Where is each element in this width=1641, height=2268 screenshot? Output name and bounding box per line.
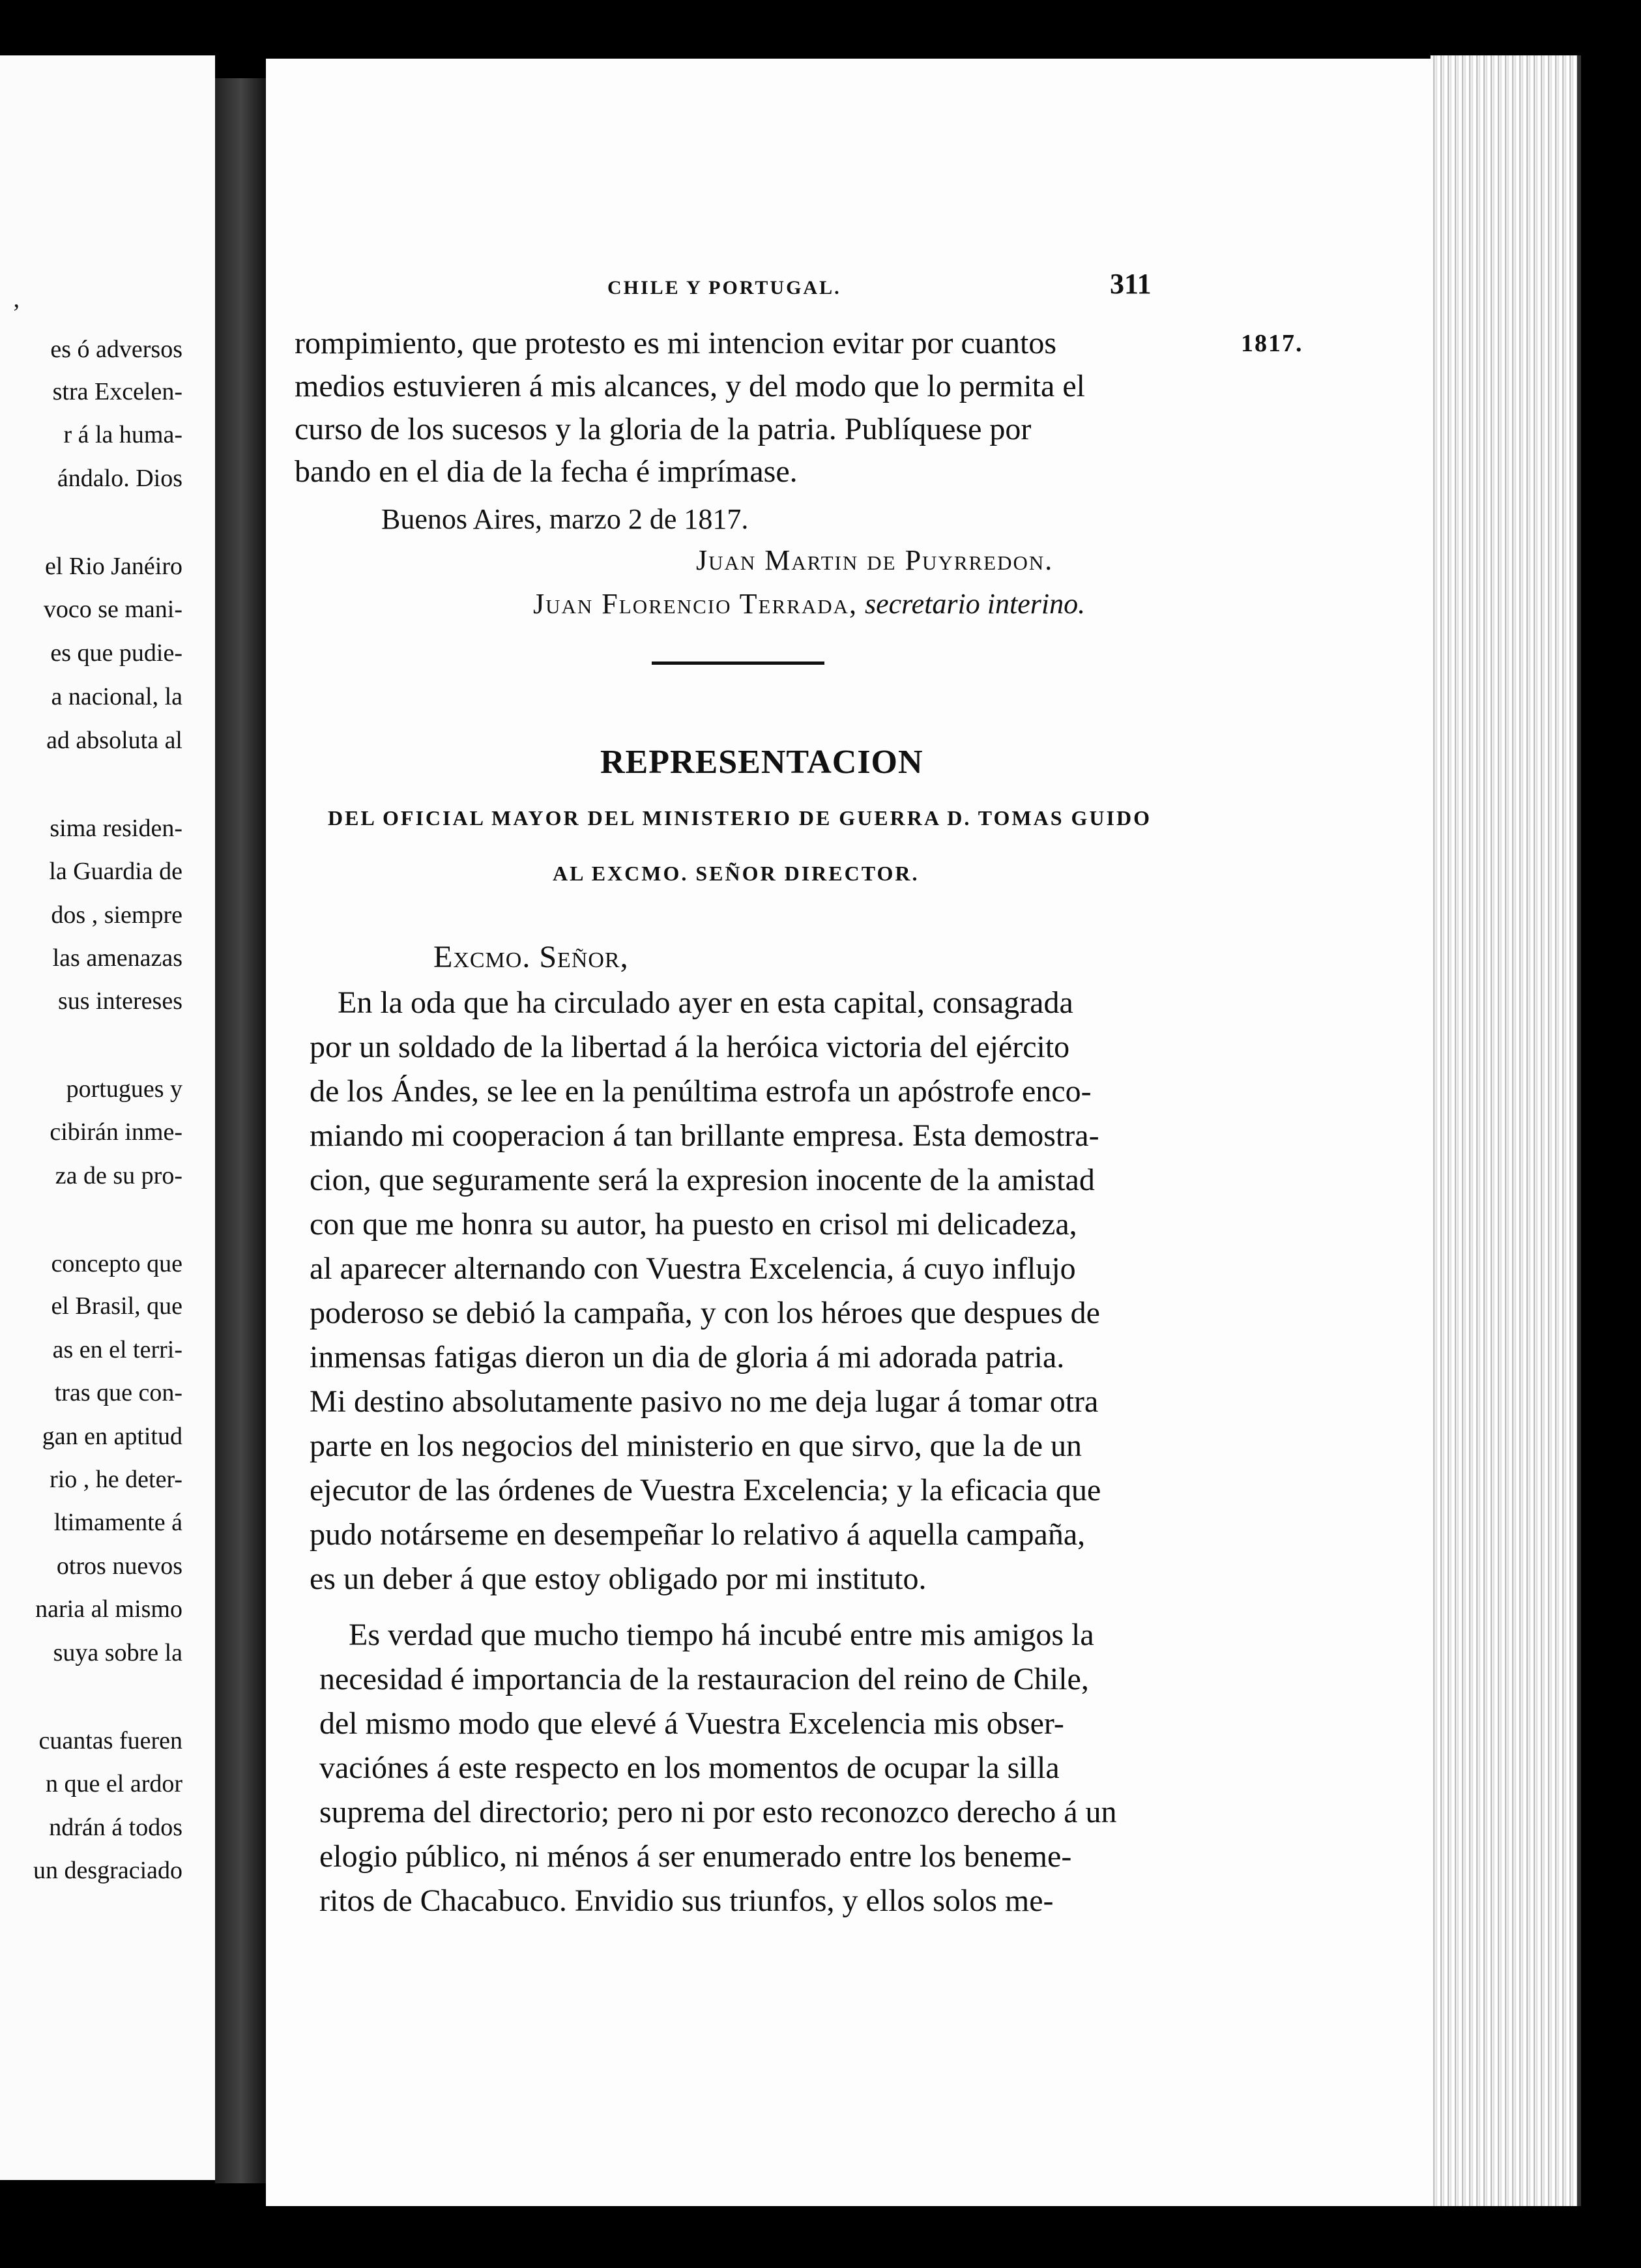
book-gutter — [215, 78, 267, 2183]
decree-line: rompimiento, que protesto es mi intencion evitar por cuantos — [295, 326, 1057, 360]
left-line: ndrán á todos — [49, 1814, 182, 1841]
left-line: un desgraciado — [33, 1857, 182, 1884]
paragraph-line: es un deber á que estoy obligado por mi instituto. — [310, 1562, 927, 1596]
left-line: , — [13, 285, 20, 313]
left-line: as en el terri- — [52, 1336, 182, 1363]
paragraph-line: pudo notárseme en desempeñar lo relativo á aquella campaña, — [310, 1517, 1086, 1552]
section-title: REPRESENTACION — [600, 744, 923, 781]
left-line: el Rio Janéiro — [44, 553, 182, 580]
paragraph-line: suprema del directorio; pero ni por esto reconozco derecho á un — [319, 1795, 1117, 1829]
paragraph-line: ejecutor de las órdenes de Vuestra Excelencia; y la eficacia que — [310, 1473, 1101, 1507]
decree-line: medios estuvieren á mis alcances, y del modo que lo permita el — [295, 369, 1085, 403]
paragraph-line: En la oda que ha circulado ayer en esta capital, consagrada — [338, 985, 1073, 1020]
left-line: cuantas fueren — [38, 1727, 182, 1754]
left-line: cibirán inme- — [50, 1118, 182, 1146]
signature-role: secretario interino. — [865, 588, 1086, 620]
section-subtitle: DEL OFICIAL MAYOR DEL MINISTERIO DE GUERRA D. TOMAS GUIDO — [328, 806, 1152, 830]
salutation: Excmo. Señor, — [433, 940, 629, 974]
left-line: concepto que — [51, 1250, 182, 1277]
page-edges — [1430, 55, 1581, 2206]
left-line: ándalo. Dios — [57, 465, 182, 492]
left-line: las amenazas — [52, 944, 182, 972]
running-title: CHILE Y PORTUGAL. — [607, 277, 841, 298]
left-line: r á la huma- — [63, 421, 182, 448]
left-line: otros nuevos — [56, 1552, 182, 1580]
left-line: dos , siempre — [51, 901, 182, 929]
paragraph-line: ritos de Chacabuco. Envidio sus triunfos, y ellos solos me- — [319, 1883, 1054, 1918]
left-line: ad absoluta al — [46, 727, 182, 754]
signature-name: Juan Florencio Terrada, — [533, 588, 858, 620]
left-line: ltimamente á — [53, 1509, 182, 1536]
left-line: n que el ardor — [46, 1770, 182, 1797]
paragraph-line: al aparecer alternando con Vuestra Excelencia, á cuyo influjo — [310, 1251, 1076, 1286]
margin-year: 1817. — [1241, 330, 1303, 357]
paragraph-line: elogio público, ni ménos á ser enumerado entre los beneme- — [319, 1839, 1072, 1874]
signature-puyrredon: Juan Martin de Puyrredon. — [696, 544, 1054, 576]
paragraph-line: por un soldado de la libertad á la heróica victoria del ejército — [310, 1030, 1070, 1064]
left-line: sus intereses — [57, 987, 182, 1015]
decree-line: curso de los sucesos y la gloria de la patria. Publíquese por — [295, 412, 1032, 446]
left-line: es ó adversos — [50, 336, 182, 363]
left-line: naria al mismo — [35, 1595, 182, 1623]
signature-terrada — [533, 590, 1085, 618]
paragraph-line: cion, que seguramente será la expresion inocente de la amistad — [310, 1163, 1095, 1197]
paragraph-line: con que me honra su autor, ha puesto en crisol mi delicadeza, — [310, 1207, 1077, 1242]
paragraph-line: parte en los negocios del ministerio en que sirvo, que la de un — [310, 1429, 1082, 1463]
left-line: a nacional, la — [51, 683, 182, 710]
paragraph-line: vaciónes á este respecto en los momentos de ocupar la silla — [319, 1751, 1060, 1785]
left-line: sima residen- — [50, 815, 182, 842]
left-line: rio , he deter- — [50, 1466, 182, 1493]
date-line: Buenos Aires, marzo 2 de 1817. — [381, 503, 749, 535]
facing-page-left — [0, 55, 215, 2180]
paragraph-line: miando mi cooperacion á tan brillante empresa. Esta demostra- — [310, 1118, 1099, 1153]
page-number: 311 — [1110, 268, 1152, 300]
section-divider — [652, 662, 824, 665]
paragraph-line: inmensas fatigas dieron un dia de gloria á mi adorada patria. — [310, 1340, 1065, 1374]
paragraph-line: poderoso se debió la campaña, y con los héroes que despues de — [310, 1296, 1100, 1330]
left-line: tras que con- — [54, 1379, 182, 1406]
left-line: portugues y — [66, 1075, 182, 1103]
left-line: gan en aptitud — [42, 1423, 182, 1450]
paragraph-line: Mi destino absolutamente pasivo no me deja lugar á tomar otra — [310, 1384, 1099, 1419]
paragraph-line: del mismo modo que elevé á Vuestra Excelencia mis obser- — [319, 1706, 1064, 1741]
left-line: suya sobre la — [53, 1639, 182, 1666]
left-line: la Guardia de — [49, 858, 182, 885]
left-line: stra Excelen- — [52, 378, 182, 405]
left-line: za de su pro- — [55, 1162, 182, 1189]
section-addressee: AL EXCMO. SEÑOR DIRECTOR. — [553, 862, 920, 885]
paragraph-line: Es verdad que mucho tiempo há incubé entre mis amigos la — [349, 1618, 1094, 1652]
left-line: voco se mani- — [43, 596, 182, 623]
left-line: es que pudie- — [50, 639, 182, 667]
paragraph-line: de los Ándes, se lee en la penúltima estrofa un apóstrofe enco- — [310, 1074, 1092, 1109]
paragraph-line: necesidad é importancia de la restauracion del reino de Chile, — [319, 1662, 1089, 1696]
decree-line: bando en el dia de la fecha é imprímase. — [295, 454, 798, 489]
left-line: el Brasil, que — [51, 1292, 182, 1320]
